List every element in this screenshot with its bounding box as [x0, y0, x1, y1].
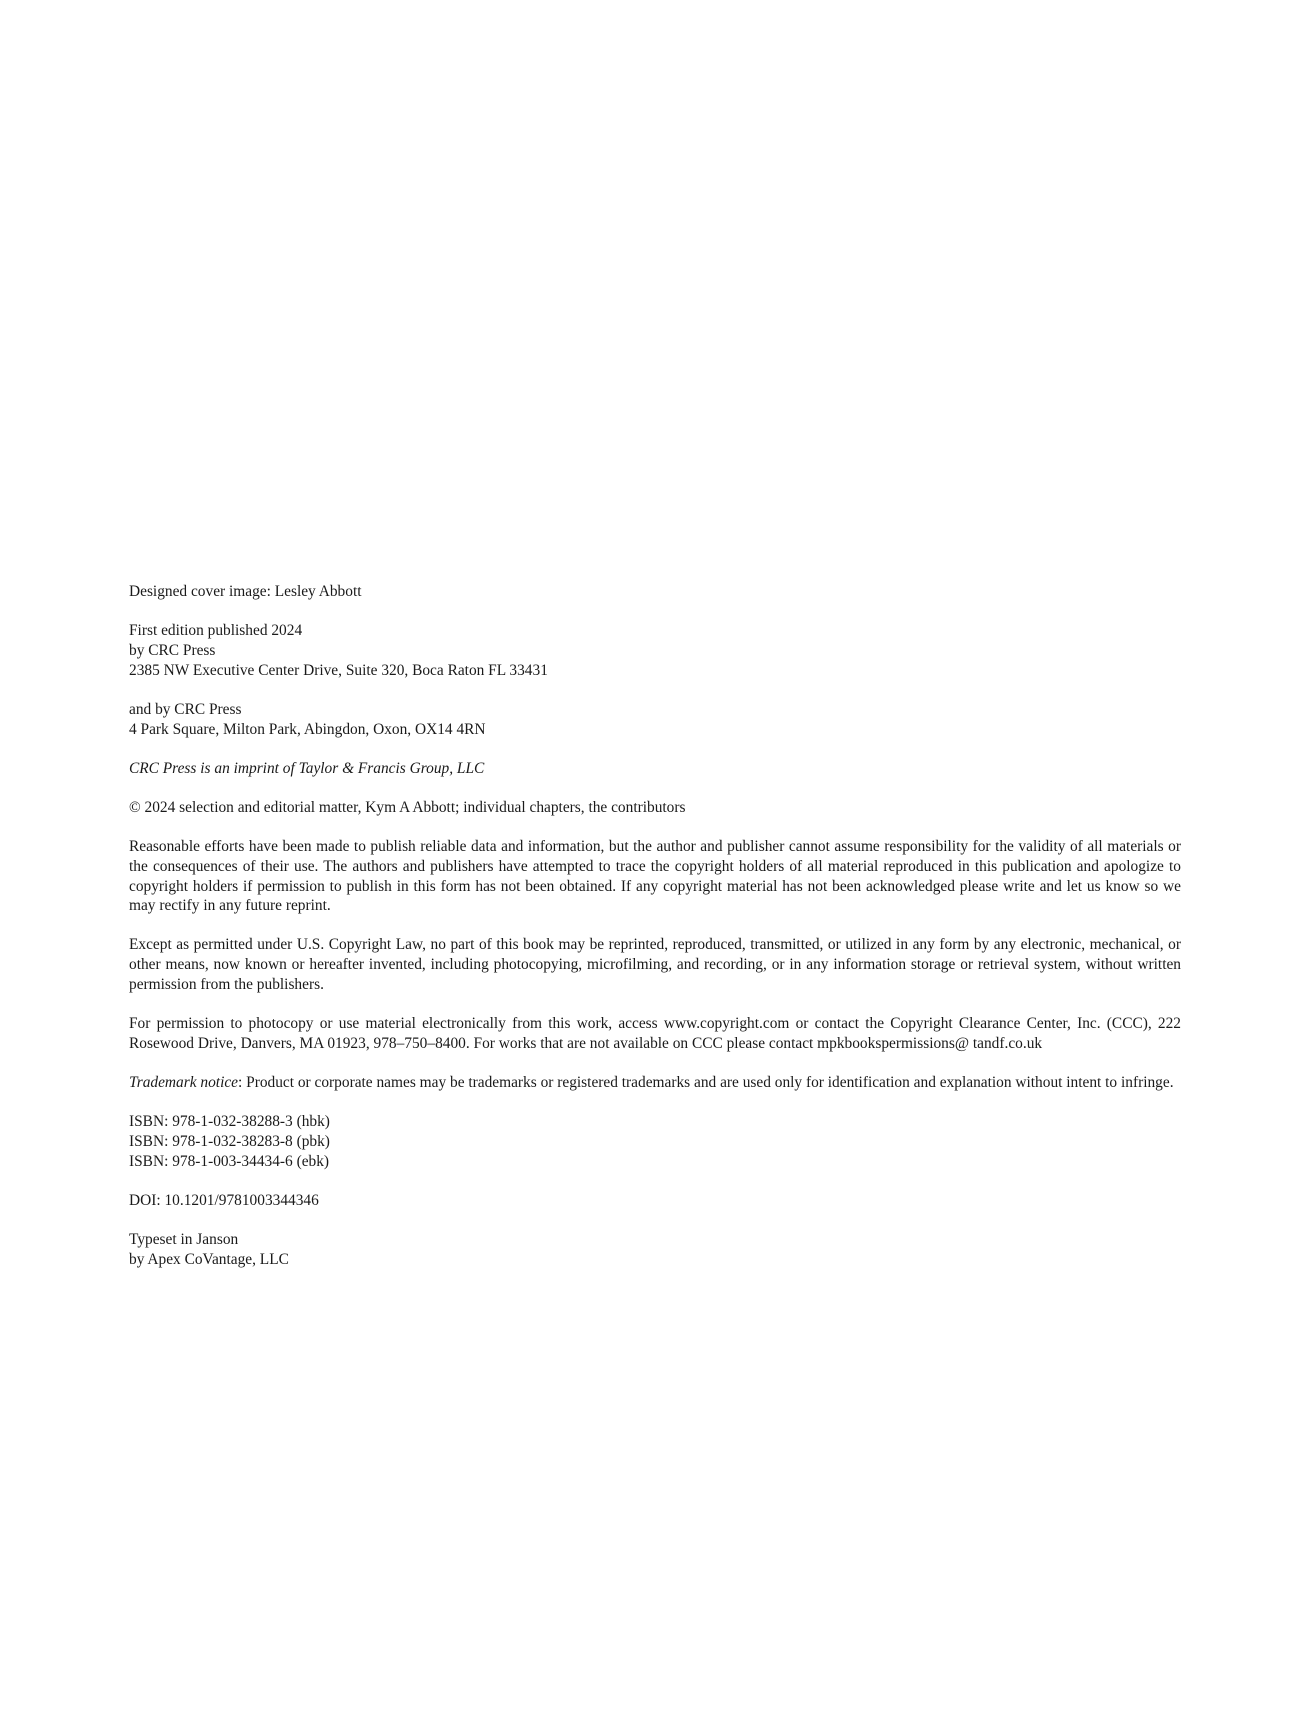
- uk-publisher-block: [129, 700, 1181, 739]
- isbn-ebk: ISBN: 978-1-003-34434-6 (ebk): [129, 1152, 330, 1170]
- disclaimer-paragraph: Reasonable efforts have been made to publish reliable data and information, but the author and publisher cannot assume responsibility for the validity of all materials or the consequences of their use. The authors and publishers have attempted to trace the copyright holders of all material reproduced in this publication and apologize to copyright holders if permission to publish in this form has not been obtained. If any copyright material has not been acknowledged please write and let us know so we may rectify in any future reprint.: [129, 838, 1181, 915]
- imprint-note: CRC Press is an imprint of Taylor & Francis Group, LLC: [129, 759, 485, 777]
- edition-block: [129, 621, 1181, 680]
- trademark-text: : Product or corporate names may be trademarks or registered trademarks and are used only for identification and explanation without intent to infringe.: [238, 1073, 1174, 1091]
- doi-block: [129, 1191, 1181, 1211]
- permissions-paragraph: For permission to photocopy or use material electronically from this work, access www.copyright.com or contact the Copyright Clearance Center, Inc. (CCC), 222 Rosewood Drive, Danvers, MA 01923, 978–750–8400. For works that are not available on CCC please contact mpkbookspermissions@ tandf.co.uk: [129, 1015, 1181, 1052]
- copyright-page: [129, 582, 1181, 1289]
- copyright-notice: © 2024 selection and editorial matter, Kym A Abbott; individual chapters, the contributors: [129, 798, 686, 816]
- typeset-font: Typeset in Janson: [129, 1230, 239, 1248]
- publisher-address-uk: 4 Park Square, Milton Park, Abingdon, Oxon, OX14 4RN: [129, 720, 486, 738]
- edition-line: First edition published 2024: [129, 622, 303, 640]
- trademark-label: Trademark notice: [129, 1073, 239, 1091]
- typesetter: by Apex CoVantage, LLC: [129, 1250, 289, 1268]
- doi: DOI: 10.1201/9781003344346: [129, 1191, 319, 1209]
- cover-credit-block: [129, 582, 1181, 602]
- trademark-notice: [129, 1073, 1181, 1093]
- isbn-block: [129, 1112, 1181, 1171]
- typeset-block: [129, 1230, 1181, 1269]
- publisher-line: by CRC Press: [129, 641, 216, 659]
- cover-credit: Designed cover image: Lesley Abbott: [129, 583, 362, 600]
- uk-publisher-line: and by CRC Press: [129, 700, 242, 718]
- publisher-address-us: 2385 NW Executive Center Drive, Suite 320, Boca Raton FL 33431: [129, 661, 548, 679]
- rights-paragraph: Except as permitted under U.S. Copyright Law, no part of this book may be reprinted, reproduced, transmitted, or utilized in any form by any electronic, mechanical, or other means, now known or hereafter invented, including photocopying, microfilming, and recording, or in any information storage or retrieval system, without written permission from the publishers.: [129, 936, 1181, 993]
- isbn-hbk: ISBN: 978-1-032-38288-3 (hbk): [129, 1113, 330, 1131]
- isbn-pbk: ISBN: 978-1-032-38283-8 (pbk): [129, 1132, 330, 1150]
